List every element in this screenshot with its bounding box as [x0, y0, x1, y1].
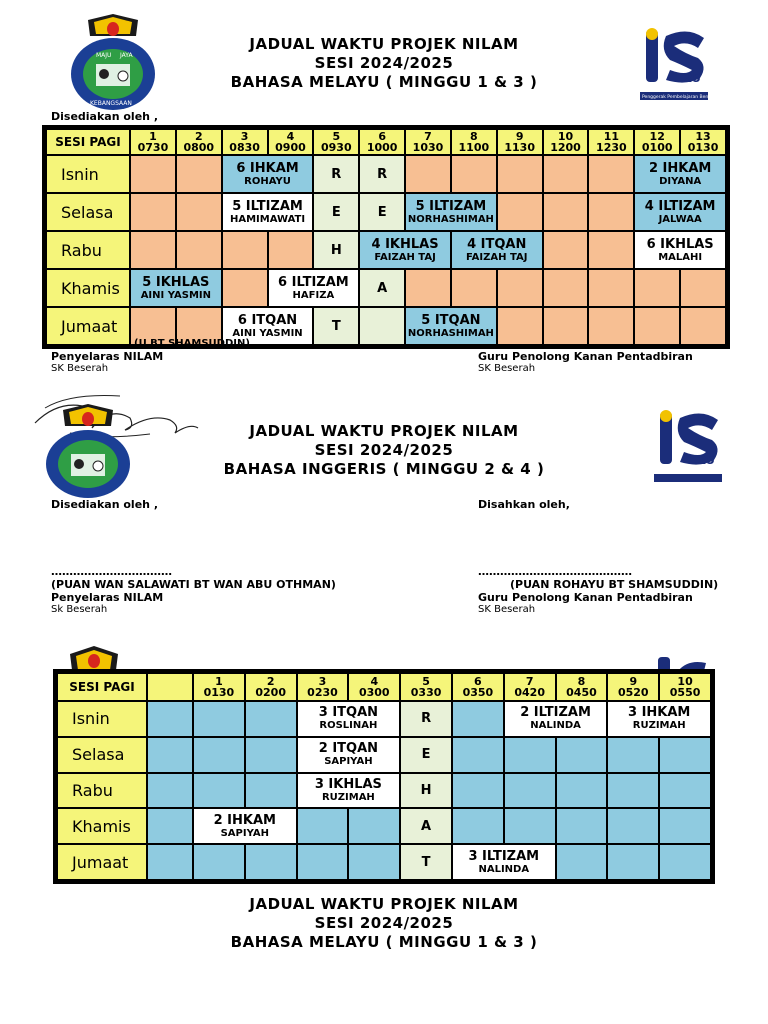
- slot-selasa-4iltizam: 4 ILTIZAM JALWAA: [634, 193, 726, 231]
- timetable-cell: [659, 773, 711, 809]
- timetable-cell: [452, 773, 504, 809]
- timetable-cell: [588, 193, 634, 231]
- title-line-1: JADUAL WAKTU PROJEK NILAM: [249, 35, 519, 53]
- svg-text:25: 25: [684, 71, 701, 85]
- timetable-cell: [556, 844, 608, 880]
- prepared-by-label-2: Disediakan oleh ,: [51, 498, 159, 511]
- timetable-cell: [222, 231, 268, 269]
- school-logo-partial: [66, 646, 122, 670]
- period2-6: 6 0350: [452, 673, 504, 701]
- timetable-bi: [53, 669, 715, 884]
- timetable-cell: [543, 231, 589, 269]
- period2-5: 5 0330: [400, 673, 452, 701]
- timetable-cell: [659, 737, 711, 773]
- timetable-cell: [147, 773, 193, 809]
- timetable-cell: [130, 193, 176, 231]
- period-10: 10 1200: [543, 129, 589, 155]
- timetable-cell: R: [400, 701, 452, 737]
- day2-khamis: Khamis: [57, 808, 147, 844]
- slot-jumaat-6itqan: 6 ITQAN AINI YASMIN: [222, 307, 314, 345]
- is-caption: Penggerak Pembelajaran Bermakna: [642, 95, 723, 100]
- timetable-cell: [405, 269, 451, 307]
- timetable-cell: [680, 307, 726, 345]
- signatory-left-role: Penyelaras NILAM: [51, 591, 164, 604]
- timetable-cell: [222, 269, 268, 307]
- timetable-cell: [607, 808, 659, 844]
- header-sesi-pagi: SESI PAGI: [46, 129, 130, 155]
- footer-right-role: Guru Penolong Kanan Pentadbiran: [478, 350, 693, 363]
- timetable-cell: [405, 155, 451, 193]
- period-2: 2 0800: [176, 129, 222, 155]
- logo-text-jaya: JAYA: [120, 52, 133, 59]
- timetable-cell: [193, 773, 245, 809]
- timetable-cell: [504, 773, 556, 809]
- timetable-cell: [193, 737, 245, 773]
- timetable-cell: [588, 155, 634, 193]
- timetable-cell: [359, 307, 405, 345]
- slot-selasa-5iltizam: 5 ILTIZAM HAMIMAWATI: [222, 193, 314, 231]
- signature-line-right: ……………………………………: [478, 565, 632, 578]
- timetable-cell: [452, 737, 504, 773]
- slot2-isnin-2iltizam: 2 ILTIZAM NALINDA: [504, 701, 608, 737]
- period-1: 1 0730: [130, 129, 176, 155]
- timetable-cell: [176, 155, 222, 193]
- timetable-cell: R: [359, 155, 405, 193]
- timetable-cell: [147, 808, 193, 844]
- timetable-cell: E: [400, 737, 452, 773]
- timetable-cell: [245, 844, 297, 880]
- timetable-cell: [504, 808, 556, 844]
- day2-jumaat: Jumaat: [57, 844, 147, 880]
- signature-line-left: ……………………………: [51, 565, 172, 578]
- approved-by-label: Disahkan oleh,: [478, 498, 570, 511]
- period2-4: 4 0300: [348, 673, 400, 701]
- timetable-cell: E: [313, 193, 359, 231]
- timetable-cell: [607, 773, 659, 809]
- timetable-bm: [42, 125, 730, 349]
- timetable-cell: [607, 844, 659, 880]
- timetable-cell: [504, 737, 556, 773]
- period-12: 12 0100: [634, 129, 680, 155]
- day2-rabu: Rabu: [57, 773, 147, 809]
- signatory-right-school: SK Beserah: [478, 604, 536, 615]
- timetable-cell: [176, 231, 222, 269]
- timetable-cell: H: [400, 773, 452, 809]
- timetable-cell: [348, 808, 400, 844]
- day-rabu: Rabu: [46, 231, 130, 269]
- timetable-cell: [543, 193, 589, 231]
- footer-right-school: SK Beserah: [478, 363, 536, 374]
- timetable-cell: [634, 269, 680, 307]
- day-isnin: Isnin: [46, 155, 130, 193]
- prepared-by-label: Disediakan oleh ,: [51, 110, 159, 123]
- timetable-cell: [588, 269, 634, 307]
- period2-7: 7 0420: [504, 673, 556, 701]
- title4-line-1: JADUAL WAKTU PROJEK NILAM: [249, 895, 519, 913]
- period-11: 11 1230: [588, 129, 634, 155]
- timetable-cell: [451, 155, 497, 193]
- slot-isnin-2ihkam: 2 IHKAM DIYANA: [634, 155, 726, 193]
- slot2-khamis-2ihkam: 2 IHKAM SAPIYAH: [193, 808, 297, 844]
- overflow-name: (U BT SHAMSUDDIN): [134, 338, 250, 349]
- period2-10: 10 0550: [659, 673, 711, 701]
- period-5: 5 0930: [313, 129, 359, 155]
- timetable-cell: [147, 844, 193, 880]
- svg-text:25: 25: [698, 453, 715, 467]
- logo-text-maju: MAJU: [96, 52, 112, 59]
- timetable-cell: [556, 808, 608, 844]
- slot-khamis-6iltizam: 6 ILTIZAM HAFIZA: [268, 269, 360, 307]
- is25-logo: [650, 406, 726, 490]
- period2-8: 8 0450: [556, 673, 608, 701]
- day-selasa: Selasa: [46, 193, 130, 231]
- timetable-cell: [659, 808, 711, 844]
- timetable-cell: [130, 231, 176, 269]
- title2-line-1: JADUAL WAKTU PROJEK NILAM: [249, 422, 519, 440]
- period-9: 9 1130: [497, 129, 543, 155]
- timetable-cell: [147, 673, 193, 701]
- signatory-left-school: Sk Beserah: [51, 604, 108, 615]
- is25-logo: [636, 24, 723, 108]
- period2-1: 1 0130: [193, 673, 245, 701]
- signatory-right-name: (PUAN ROHAYU BT SHAMSUDDIN): [510, 578, 719, 591]
- period2-3: 3 0230: [297, 673, 349, 701]
- timetable-cell: [245, 773, 297, 809]
- slot-khamis-5ikhlas: 5 IKHLAS AINI YASMIN: [130, 269, 222, 307]
- period2-9: 9 0520: [607, 673, 659, 701]
- timetable-cell: [268, 231, 314, 269]
- signatory-left-name: (PUAN WAN SALAWATI BT WAN ABU OTHMAN): [51, 578, 336, 591]
- slot-isnin-6ihkam: 6 IHKAM ROHAYU: [222, 155, 314, 193]
- slot2-selasa-2itqan: 2 ITQAN SAPIYAH: [297, 737, 401, 773]
- timetable-cell: [297, 844, 349, 880]
- timetable-cell: [497, 307, 543, 345]
- slot2-isnin-3itqan: 3 ITQAN ROSLINAH: [297, 701, 401, 737]
- timetable-cell: T: [313, 307, 359, 345]
- day-jumaat: Jumaat: [46, 307, 130, 345]
- timetable-cell: [130, 155, 176, 193]
- school-logo: [68, 14, 158, 112]
- title2-line-3: BAHASA INGGERIS ( MINGGU 2 & 4 ): [223, 460, 545, 478]
- slot-rabu-4ikhlas: 4 IKHLAS FAIZAH TAJ: [359, 231, 451, 269]
- timetable-cell: [543, 307, 589, 345]
- period-4: 4 0900: [268, 129, 314, 155]
- period-13: 13 0130: [680, 129, 726, 155]
- slot-selasa-5iltizam-b: 5 ILTIZAM NORHASHIMAH: [405, 193, 497, 231]
- timetable-cell: A: [359, 269, 405, 307]
- slot2-rabu-3ikhlas: 3 IKHLAS RUZIMAH: [297, 773, 401, 809]
- slot-rabu-6ikhlas: 6 IKHLAS MALAHI: [634, 231, 726, 269]
- slot-jumaat-5itqan: 5 ITQAN NORHASHIMAH: [405, 307, 497, 345]
- timetable-cell: [147, 701, 193, 737]
- timetable-cell: H: [313, 231, 359, 269]
- title4-line-2: SESI 2024/2025: [314, 914, 454, 932]
- footer-left-role: Penyelaras NILAM: [51, 350, 164, 363]
- timetable-cell: [497, 155, 543, 193]
- period-3: 3 0830: [222, 129, 268, 155]
- slot2-isnin-3ihkam: 3 IHKAM RUZIMAH: [607, 701, 711, 737]
- title2-line-2: SESI 2024/2025: [314, 441, 454, 459]
- timetable-cell: [147, 737, 193, 773]
- slot2-jumaat-3iltizam: 3 ILTIZAM NALINDA: [452, 844, 556, 880]
- day-khamis: Khamis: [46, 269, 130, 307]
- logo-text-kebangsaan: KEBANGSAAN: [90, 100, 132, 107]
- timetable-cell: [543, 269, 589, 307]
- header-sesi-pagi-2: SESI PAGI: [57, 673, 147, 701]
- rehat-r: R: [313, 155, 359, 193]
- timetable-cell: [634, 307, 680, 345]
- period-7: 7 1030: [405, 129, 451, 155]
- timetable-cell: [659, 844, 711, 880]
- timetable-cell: [497, 269, 543, 307]
- timetable-cell: [680, 269, 726, 307]
- period-8: 8 1100: [451, 129, 497, 155]
- timetable-cell: [607, 737, 659, 773]
- timetable-cell: [245, 737, 297, 773]
- timetable-cell: [543, 155, 589, 193]
- title4-line-3: BAHASA MELAYU ( MINGGU 1 & 3 ): [230, 933, 538, 951]
- day2-selasa: Selasa: [57, 737, 147, 773]
- timetable-cell: T: [400, 844, 452, 880]
- slot-rabu-4itqan: 4 ITQAN FAIZAH TAJ: [451, 231, 543, 269]
- timetable-cell: [556, 737, 608, 773]
- timetable-cell: [193, 844, 245, 880]
- timetable-cell: A: [400, 808, 452, 844]
- day2-isnin: Isnin: [57, 701, 147, 737]
- signatory-right-role: Guru Penolong Kanan Pentadbiran: [478, 591, 693, 604]
- timetable-cell: [452, 701, 504, 737]
- timetable-cell: [451, 269, 497, 307]
- timetable-cell: [556, 773, 608, 809]
- timetable-cell: [588, 307, 634, 345]
- footer-left-school: SK Beserah: [51, 363, 109, 374]
- timetable-cell: [245, 701, 297, 737]
- timetable-cell: [297, 808, 349, 844]
- timetable-cell: [588, 231, 634, 269]
- period2-2: 2 0200: [245, 673, 297, 701]
- timetable-cell: [348, 844, 400, 880]
- timetable-cell: E: [359, 193, 405, 231]
- timetable-cell: [497, 193, 543, 231]
- timetable-cell: [452, 808, 504, 844]
- title-line-2: SESI 2024/2025: [314, 54, 454, 72]
- title-line-3: BAHASA MELAYU ( MINGGU 1 & 3 ): [230, 73, 538, 91]
- school-logo: [43, 404, 133, 500]
- timetable-cell: [176, 193, 222, 231]
- timetable-cell: [193, 701, 245, 737]
- period-6: 6 1000: [359, 129, 405, 155]
